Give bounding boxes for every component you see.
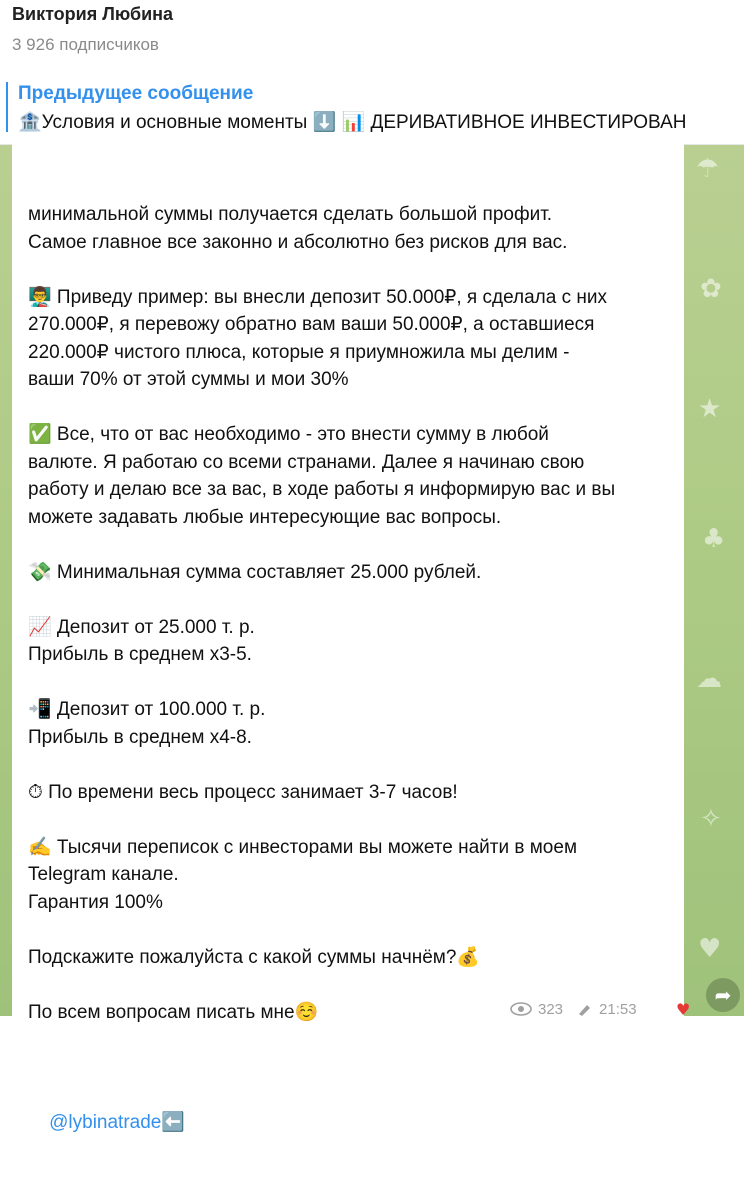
message-line [28,971,678,999]
pinned-indicator [6,82,8,132]
message-line [28,669,678,697]
heart-icon[interactable]: ♥ [676,1000,691,1019]
message-line: Telegram канале. [28,864,179,885]
doodle-icon: ✧ [700,804,722,834]
channel-link[interactable]: @lybinatrade [49,1111,162,1133]
message-line: минимальной суммы получается сделать большой профит. [28,204,553,225]
message-line: 📲 Депозит от 100.000 т. р. [28,699,266,720]
doodle-icon: ☂ [696,154,720,184]
message-line: ✅ Все, что от вас необходимо - это внести сумму в любой [28,424,549,445]
message-line: валюте. Я работаю со всеми странами. Далее я начинаю свою [28,451,585,473]
message-line: ✍️ Тысячи переписок с инвесторами вы можете найти в моем [28,836,578,858]
message-line: 220.000₽ чистого плюса, которые я приумножила мы делим - [28,341,570,363]
edited-pen-icon [577,1002,593,1016]
doodle-icon: ★ [698,394,722,424]
message-text [28,146,678,1191]
forward-button[interactable] [706,978,740,1012]
message-line: Прибыль в среднем х3-5. [28,644,252,665]
forward-arrow-icon: ➦ [714,983,732,1007]
channel-title[interactable]: Виктория Любина [12,4,174,24]
message-line [28,806,678,834]
message-line [28,256,678,284]
message-line [28,394,678,422]
message-lines [28,201,678,1026]
message-line: ⏱ По времени весь процесс занимает 3-7 часов! [28,781,458,803]
message-line: Прибыль в среднем х4-8. [28,726,252,748]
message-line: 👨‍🏫 Приведу пример: вы внесли депозит 50.000₽, я сделала с них [28,286,607,308]
doodle-icon: ♥ [698,934,722,964]
message-line [28,916,678,944]
message-line: По всем вопросам писать мне☺️ [28,1001,319,1023]
pinned-title[interactable]: Предыдущее сообщение [18,83,254,104]
back-arrow-icon: ⬅️ [161,1111,186,1133]
message-line: 270.000₽, я перевожу обратно вам ваши 50.000₽, а оставшиеся [28,314,595,335]
message-line [28,531,678,559]
doodle-icon: ♣ [702,524,726,554]
message-line: Гарантия 100% [28,891,163,913]
subscriber-count: 3 926 подписчиков [12,35,159,54]
message-meta [510,996,637,1022]
message-line: работу и делаю все за вас, в ходе работы я информирую вас и вы [28,479,616,500]
pinned-message-bar[interactable] [0,72,744,145]
eye-icon [510,1002,532,1016]
message-time: 21:53 [599,1000,637,1018]
message-line: ваши 70% от этой суммы и мои 30% [28,369,349,390]
message-line: 💸 Минимальная сумма составляет 25.000 рублей. [28,561,482,583]
message-line: можете задавать любые интересующие вас вопросы. [28,506,502,528]
message-link-line [28,1081,678,1164]
message-line: Подскажите пожалуйста с какой суммы начнём?💰 [28,946,481,968]
message-line [28,586,678,614]
channel-header[interactable] [0,0,744,73]
doodle-icon: ☁ [696,664,722,694]
view-count: 323 [538,1000,564,1018]
message-line: 📈 Депозит от 25.000 т. р. [28,616,255,638]
pinned-preview-text[interactable]: 🏦Условия и основные моменты ⬇️ 📊 ДЕРИВАТИВНОЕ ИНВЕСТИРОВАН [18,112,687,133]
doodle-icon: ✿ [700,274,722,304]
message-line: Самое главное все законно и абсолютно без рисков для вас. [28,231,568,253]
message-line [28,751,678,779]
